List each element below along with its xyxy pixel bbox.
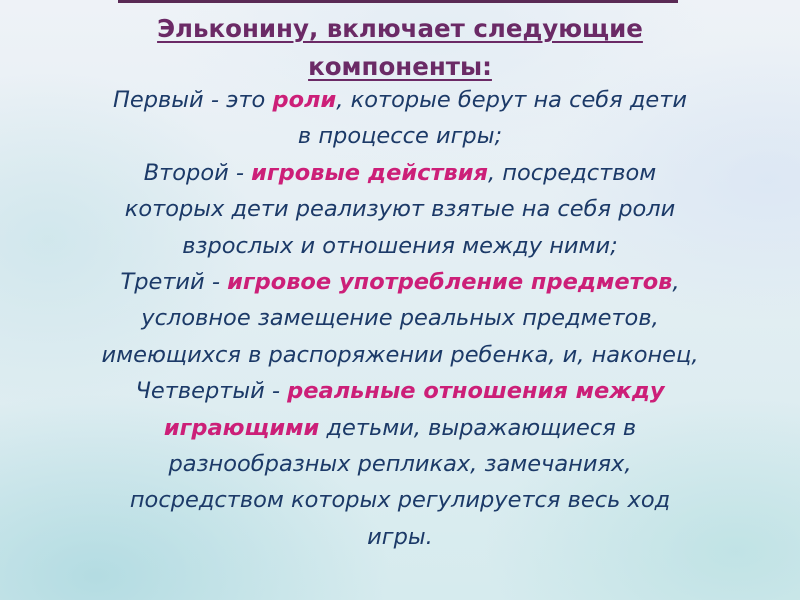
text: , посредством (487, 159, 657, 186)
cut-off-heading-underline (118, 0, 678, 3)
text: , которые берут на себя дети (336, 87, 688, 113)
body-line-12: посредством которых регулируется весь ход (129, 487, 671, 514)
highlight-players: играющими (163, 414, 320, 441)
body-line-2: в процессе игры; (297, 123, 503, 150)
body-line-5: взрослых и отношения между ними; (182, 232, 618, 259)
body-line-13: игры. (367, 523, 433, 550)
highlight-roles: роли (272, 87, 337, 113)
body-text (20, 82, 780, 555)
body-line-10 (20, 410, 780, 446)
highlight-game-actions: игровые действия (251, 159, 488, 186)
body-line-3 (20, 155, 780, 191)
body-line-7: условное замещение реальных предметов, (141, 305, 659, 332)
text: , (672, 269, 680, 296)
body-line-11: разнообразных репликах, замечаниях, (168, 451, 632, 478)
text: детьми, выражающиеся в (319, 414, 637, 441)
text: Первый - это (112, 87, 273, 113)
body-line-9 (20, 373, 780, 409)
body-line-1 (20, 82, 780, 118)
body-line-6 (20, 264, 780, 300)
text: Четвертый - (135, 378, 288, 405)
heading-line-1: Эльконину, включает следующие (157, 14, 643, 43)
highlight-real-relations: реальные отношения между (287, 378, 665, 405)
text: Третий - (120, 269, 228, 296)
body-line-8: имеющихся в распоряжении ребенка, и, наконец, (101, 341, 699, 368)
text: Второй - (143, 159, 252, 186)
body-line-4: которых дети реализуют взятые на себя роли (124, 196, 676, 223)
highlight-object-use: игровое употребление предметов (227, 269, 673, 296)
heading-line-2: компоненты: (308, 52, 492, 81)
